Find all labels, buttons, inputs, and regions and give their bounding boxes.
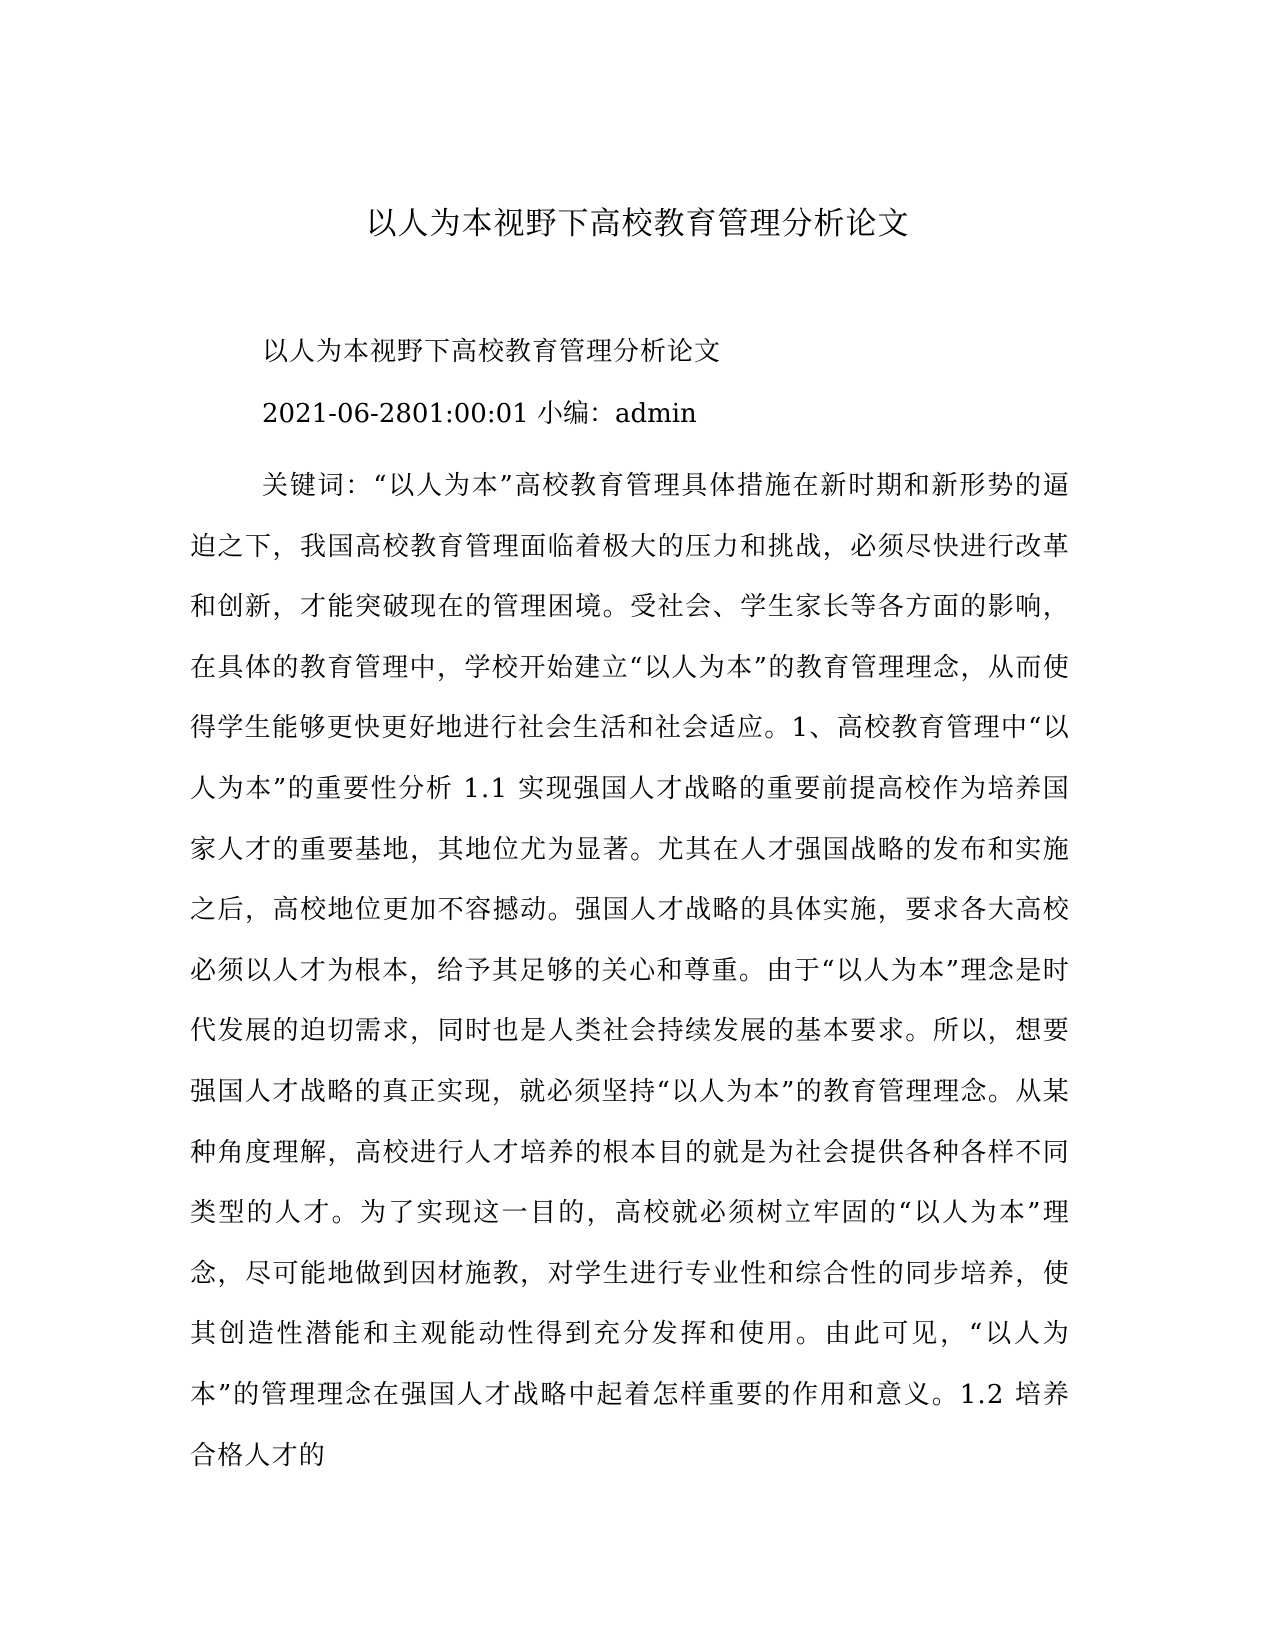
document-title: 以人为本视野下高校教育管理分析论文 [365,206,910,242]
article-meta: 2021-06-2801:00:01 小编：admin [262,399,697,429]
article-subtitle: 以人为本视野下高校教育管理分析论文 [262,337,722,367]
article-body: 关键词：“以人为本”高校教育管理具体措施在新时期和新形势的逼迫之下，我国高校教育管理面临着极大的压力和挑战，必须尽快进行改革和创新，才能突破现在的管理困境。受社会、学生家长等各方面的影响，在具体的教育管理中，学校开始建立“以人为本”的教育管理理念，从而使得学生能够更快更好地进行社会生活和社会适应。1、高校教育管理中“以人为本”的重要性分析 1.1 实现强国人才战略的重要前提高校作为培养国家人才的重要基地，其地位尤为显著。尤其在人才强国战略的发布和实施之后，高校地位更加不容撼动。强国人才战略的具体实施，要求各大高校必须以人才为根本，给予其足够的关心和尊重。由于“以人为本”理念是时代发展的迫切需求，同时也是人类社会持续发展的基本要求。所以，想要强国人才战略的真正实现，就必须坚持“以人为本”的教育管理理念。从某种角度理解，高校进行人才培养的根本目的就是为社会提供各种各样不同类型的人才。为了实现这一目的，高校就必须树立牢固的“以人为本”理念，尽可能地做到因材施教，对学生进行专业性和综合性的同步培养，使其创造性潜能和主观能动性得到充分发挥和使用。由此可见，“以人为本”的管理理念在强国人才战略中起着怎样重要的作用和意义。1.2 培养合格人才的 [190,471,1070,1471]
